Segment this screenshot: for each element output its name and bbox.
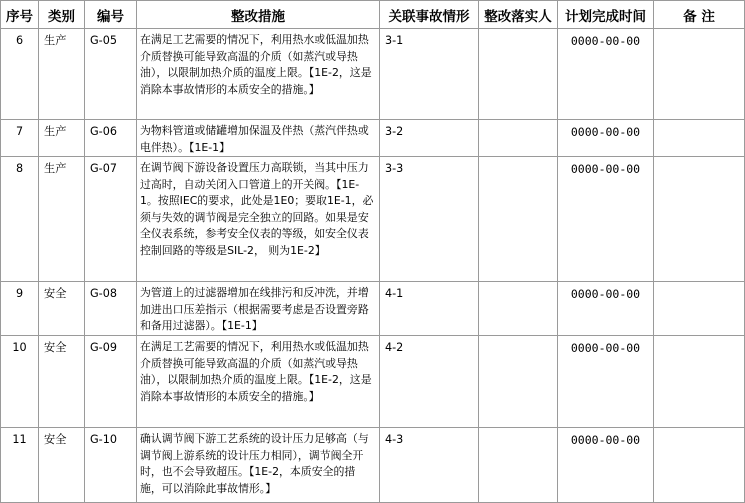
cell-remark (654, 120, 745, 157)
cell-remark (654, 157, 745, 282)
cell-code: G-10 (85, 428, 137, 503)
cell-scenario: 4-1 (380, 282, 479, 336)
header-row (1, 1, 745, 29)
table-row (1, 336, 745, 428)
cell-code: G-06 (85, 120, 137, 157)
cell-owner (479, 336, 558, 428)
cell-category: 安全 (39, 336, 85, 428)
cell-remark (654, 336, 745, 428)
cell-category: 安全 (39, 282, 85, 336)
cell-seq: 8 (1, 157, 39, 282)
cell-measure: 为管道上的过滤器增加在线排污和反冲洗，并增加进出口压差指示（根据需要考虑是否设置旁路和备用过滤器）。【1E-1】 (137, 282, 380, 336)
cell-scenario: 3-3 (380, 157, 479, 282)
header-measure: 整改措施 (137, 1, 380, 29)
cell-seq: 7 (1, 120, 39, 157)
header-category: 类别 (39, 1, 85, 29)
cell-measure: 在调节阀下游设备设置压力高联锁，当其中压力过高时，自动关闭入口管道上的开关阀。【1E-1。按照IEC的要求，此处是1E0；要取1E-1，必须与失效的调节阀是完全独立的回路。如果是安全仪表系统，参考安全仪表的等级，如安全仪表控制回路的等级是SIL-2， 则为1E-2】 (137, 157, 380, 282)
cell-code: G-05 (85, 29, 137, 120)
cell-seq: 6 (1, 29, 39, 120)
table-row (1, 29, 745, 120)
cell-plan-date: 0000-00-00 (558, 336, 654, 428)
table-row (1, 157, 745, 282)
cell-code: G-08 (85, 282, 137, 336)
cell-plan-date: 0000-00-00 (558, 428, 654, 503)
header-scenario: 关联事故情形 (380, 1, 479, 29)
cell-measure: 为物料管道或储罐增加保温及伴热（蒸汽伴热或电伴热）。【1E-1】 (137, 120, 380, 157)
header-seq: 序号 (1, 1, 39, 29)
cell-plan-date: 0000-00-00 (558, 29, 654, 120)
table-row (1, 282, 745, 336)
cell-category: 安全 (39, 428, 85, 503)
table-row (1, 428, 745, 503)
cell-plan-date: 0000-00-00 (558, 282, 654, 336)
table-row (1, 120, 745, 157)
cell-category: 生产 (39, 120, 85, 157)
cell-remark (654, 428, 745, 503)
cell-category: 生产 (39, 157, 85, 282)
cell-code: G-07 (85, 157, 137, 282)
cell-owner (479, 428, 558, 503)
cell-measure: 在满足工艺需要的情况下，利用热水或低温加热介质替换可能导致高温的介质（如蒸汽或导热油），以限制加热介质的温度上限。【1E-2，这是消除本事故情形的本质安全的措施。】 (137, 29, 380, 120)
header-owner: 整改落实人 (479, 1, 558, 29)
cell-plan-date: 0000-00-00 (558, 157, 654, 282)
cell-scenario: 3-1 (380, 29, 479, 120)
cell-seq: 10 (1, 336, 39, 428)
cell-plan-date: 0000-00-00 (558, 120, 654, 157)
cell-code: G-09 (85, 336, 137, 428)
cell-measure: 在满足工艺需要的情况下，利用热水或低温加热介质替换可能导致高温的介质（如蒸汽或导热油），以限制加热介质的温度上限。【1E-2，这是消除本事故情形的本质安全的措施。】 (137, 336, 380, 428)
cell-seq: 11 (1, 428, 39, 503)
cell-seq: 9 (1, 282, 39, 336)
cell-owner (479, 120, 558, 157)
cell-remark (654, 29, 745, 120)
cell-category: 生产 (39, 29, 85, 120)
cell-owner (479, 282, 558, 336)
cell-measure: 确认调节阀下游工艺系统的设计压力足够高（与调节阀上游系统的设计压力相同），调节阀全开时，也不会导致超压。【1E-2，本质安全的措施，可以消除此事故情形。】 (137, 428, 380, 503)
cell-owner (479, 29, 558, 120)
cell-scenario: 3-2 (380, 120, 479, 157)
header-remark: 备 注 (654, 1, 745, 29)
cell-owner (479, 157, 558, 282)
header-plan-date: 计划完成时间 (558, 1, 654, 29)
cell-scenario: 4-3 (380, 428, 479, 503)
cell-scenario: 4-2 (380, 336, 479, 428)
header-code: 编号 (85, 1, 137, 29)
cell-remark (654, 282, 745, 336)
